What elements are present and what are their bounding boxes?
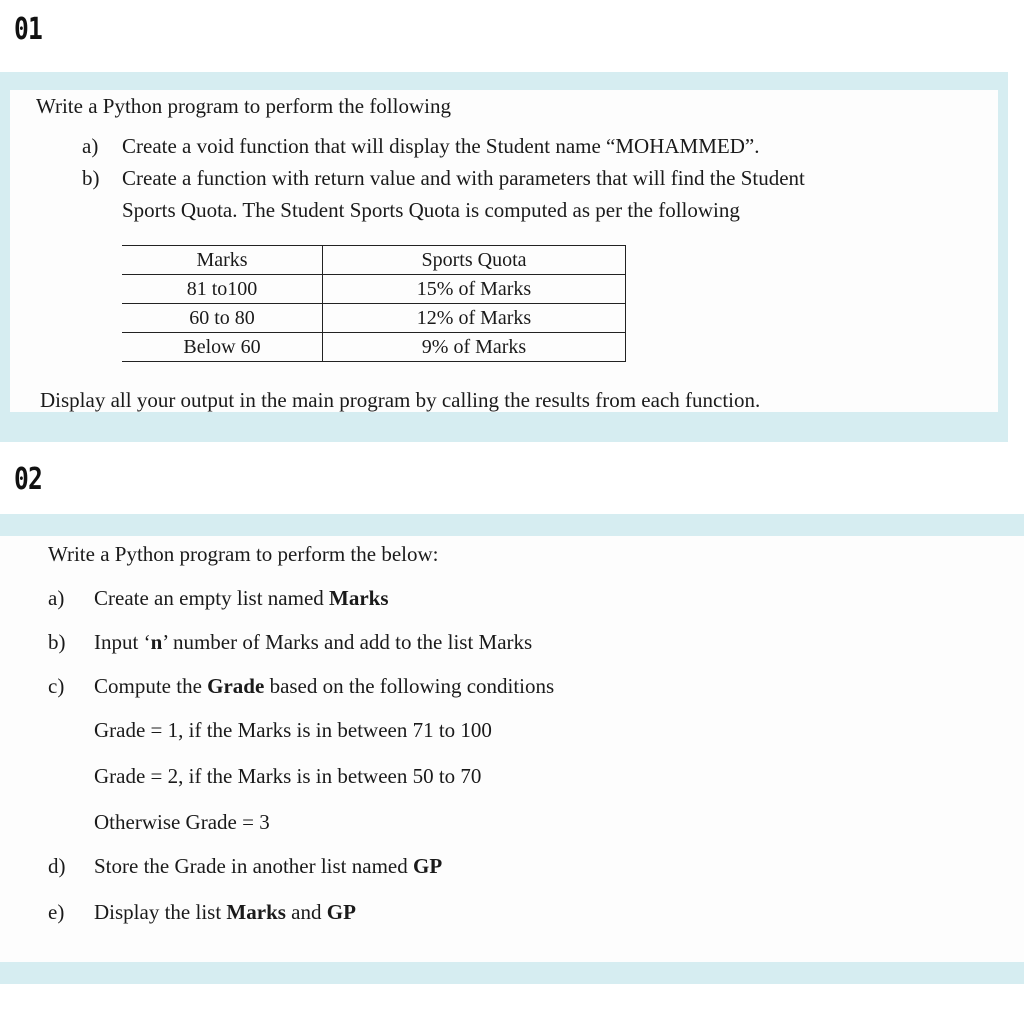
q2-item-e-text: Display the list Marks and GP: [94, 900, 356, 924]
table-header-sports-quota: Sports Quota: [323, 246, 626, 275]
question-2-frame: [0, 514, 1024, 984]
q2-item-a-label: a): [48, 586, 65, 610]
q2-item-d-label: d): [48, 854, 66, 878]
q2-item-c-text: Compute the Grade based on the following conditions: [94, 674, 555, 698]
q1-item-b-line-2: Sports Quota. The Student Sports Quota is computed as per the following: [122, 198, 740, 222]
question-2-heading: 02: [14, 462, 42, 497]
question-1-panel: [10, 90, 998, 412]
table-cell: 9% of Marks: [323, 333, 626, 362]
q2-intro: Write a Python program to perform the below:: [48, 542, 439, 566]
table-cell: 60 to 80: [122, 304, 323, 333]
q1-footer: Display all your output in the main program by calling the results from each function.: [40, 388, 761, 412]
q2-item-e-label: e): [48, 900, 65, 924]
question-2-panel: [0, 536, 1024, 962]
q2-item-a-text: Create an empty list named Marks: [94, 586, 389, 610]
q1-intro: Write a Python program to perform the following: [36, 94, 451, 118]
table-row: [122, 304, 626, 333]
table-header-marks: Marks: [122, 246, 323, 275]
table-cell: 12% of Marks: [323, 304, 626, 333]
table-cell: 81 to100: [122, 275, 323, 304]
q2-item-b-label: b): [48, 630, 66, 654]
q1-item-a-text: Create a void function that will display the Student name “MOHAMMED”.: [122, 134, 760, 158]
q2-item-b-text: Input ‘n’ number of Marks and add to the list Marks: [94, 630, 533, 654]
table-row: [122, 275, 626, 304]
q2-condition-1: Grade = 1, if the Marks is in between 71 to 100: [94, 718, 492, 742]
table-header-row: [122, 246, 626, 275]
question-1-heading: 01: [14, 12, 42, 47]
q2-item-c-label: c): [48, 674, 65, 698]
table-cell: 15% of Marks: [323, 275, 626, 304]
q1-item-b-label: b): [82, 166, 100, 190]
q1-item-a-label: a): [82, 134, 99, 158]
table-cell: Below 60: [122, 333, 323, 362]
q1-item-b-line-1: Create a function with return value and with parameters that will find the Student: [122, 166, 805, 190]
table-row: [122, 333, 626, 362]
q2-condition-3: Otherwise Grade = 3: [94, 810, 270, 834]
question-1-frame: [0, 72, 1008, 442]
q2-condition-2: Grade = 2, if the Marks is in between 50 to 70: [94, 764, 482, 788]
sports-quota-table: [122, 245, 626, 362]
q2-item-d-text: Store the Grade in another list named GP: [94, 854, 443, 878]
